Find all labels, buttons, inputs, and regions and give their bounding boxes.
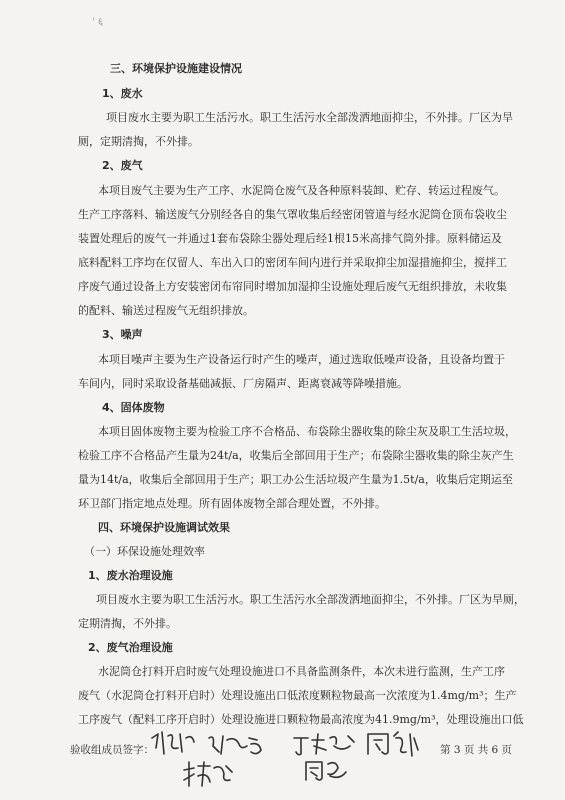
section-heading: 4、固体废物: [102, 401, 165, 414]
section-heading: 3、噪声: [102, 328, 143, 341]
text-line: 定期清掏，不外排。: [78, 617, 177, 630]
text-line: 量为14t/a，收集后全部回用于生产；职工办公生活垃圾产生量为1.5t/a，收集后定期运至: [78, 473, 513, 486]
text-line: 的配料、输送过程废气无组织排放。: [78, 304, 254, 317]
corner-mark: ' ६: [92, 17, 104, 28]
text-line: （一）环保设施处理效率: [84, 545, 205, 558]
text-line: 检验工序不合格品产生量为24t/a，收集后全部回用于生产；布袋除尘器收集的除尘灰产生: [78, 449, 514, 462]
text-line: 项目废水主要为职工生活污水。职工生活污水全部泼洒地面抑尘，不外排。厂区为旱: [106, 111, 513, 124]
text-line: 水泥筒仓打料开启时废气处理设施进口不具备监测条件，本次未进行监测，生产工序: [98, 665, 505, 678]
text-line: 本项目噪声主要为生产设备运行时产生的噪声，通过选取低噪声设备，且设备均置于: [98, 353, 505, 366]
signature-1: [148, 728, 198, 760]
section-heading: 2、废气: [102, 159, 143, 172]
text-line: 底料配料工序均在仅留人、车出入口的密闭车间内进行并采取抑尘加湿措施抑尘，搅拌工: [78, 256, 507, 269]
text-line: 工序废气（配料工序开启时）处理设施进口颗粒物最高浓度为41.9mg/m³，处理设施出口低: [78, 713, 524, 726]
section-heading: 四、环境保护设施调试效果: [98, 521, 230, 534]
text-line: 废气（水泥筒仓打料开启时）处理设施出口低浓度颗粒物最高一次浓度为1.4mg/m³；生产: [78, 689, 517, 702]
section-heading: 1、废水治理设施: [88, 569, 173, 582]
signature-label: 验收组成员签字：: [70, 744, 154, 756]
text-line: 厕，定期清掏，不外排。: [78, 135, 199, 148]
text-line: 环卫部门指定地点处理。所有固体废物全部合理处置，不外排。: [78, 497, 386, 510]
section-heading: 1、废水: [102, 87, 143, 100]
text-line: 装置处理后的废气一并通过1套布袋除尘器处理后经1根15米高排气筒外排。原料储运及: [78, 232, 502, 245]
text-line: 车间内，同时采取设备基础减振、厂房隔声、距离衰减等降噪措施。: [78, 377, 408, 390]
text-line: 本项目固体废物主要为检验工序不合格品、布袋除尘器收集的除尘灰及职工生活垃圾，: [98, 425, 516, 438]
signature-5: [180, 758, 236, 792]
text-line: 生产工序落料、输送废气分别经各自的集气罩收集后经密闭管道与经水泥筒仓顶布袋收尘: [78, 208, 507, 221]
signature-6: [300, 756, 350, 786]
page-number: 第 3 页 共 6 页: [440, 744, 513, 756]
text-line: 本项目废气主要为生产工序、水泥筒仓废气及各种原料装卸、贮存、转运过程废气。: [98, 184, 505, 197]
text-line: 项目废水主要为职工生活污水。职工生活污水全部泼洒地面抑尘，不外排。厂区为旱厕，: [96, 593, 525, 606]
signature-2: [205, 730, 267, 760]
text-line: 序废气通过设备上方安装密闭布帘同时增加加湿抑尘设施处理后废气无组织排放，未收集: [78, 280, 507, 293]
signature-4: [362, 728, 422, 760]
section-heading: 三、环境保护设施建设情况: [110, 62, 242, 75]
section-heading: 2、废气治理设施: [88, 641, 173, 654]
